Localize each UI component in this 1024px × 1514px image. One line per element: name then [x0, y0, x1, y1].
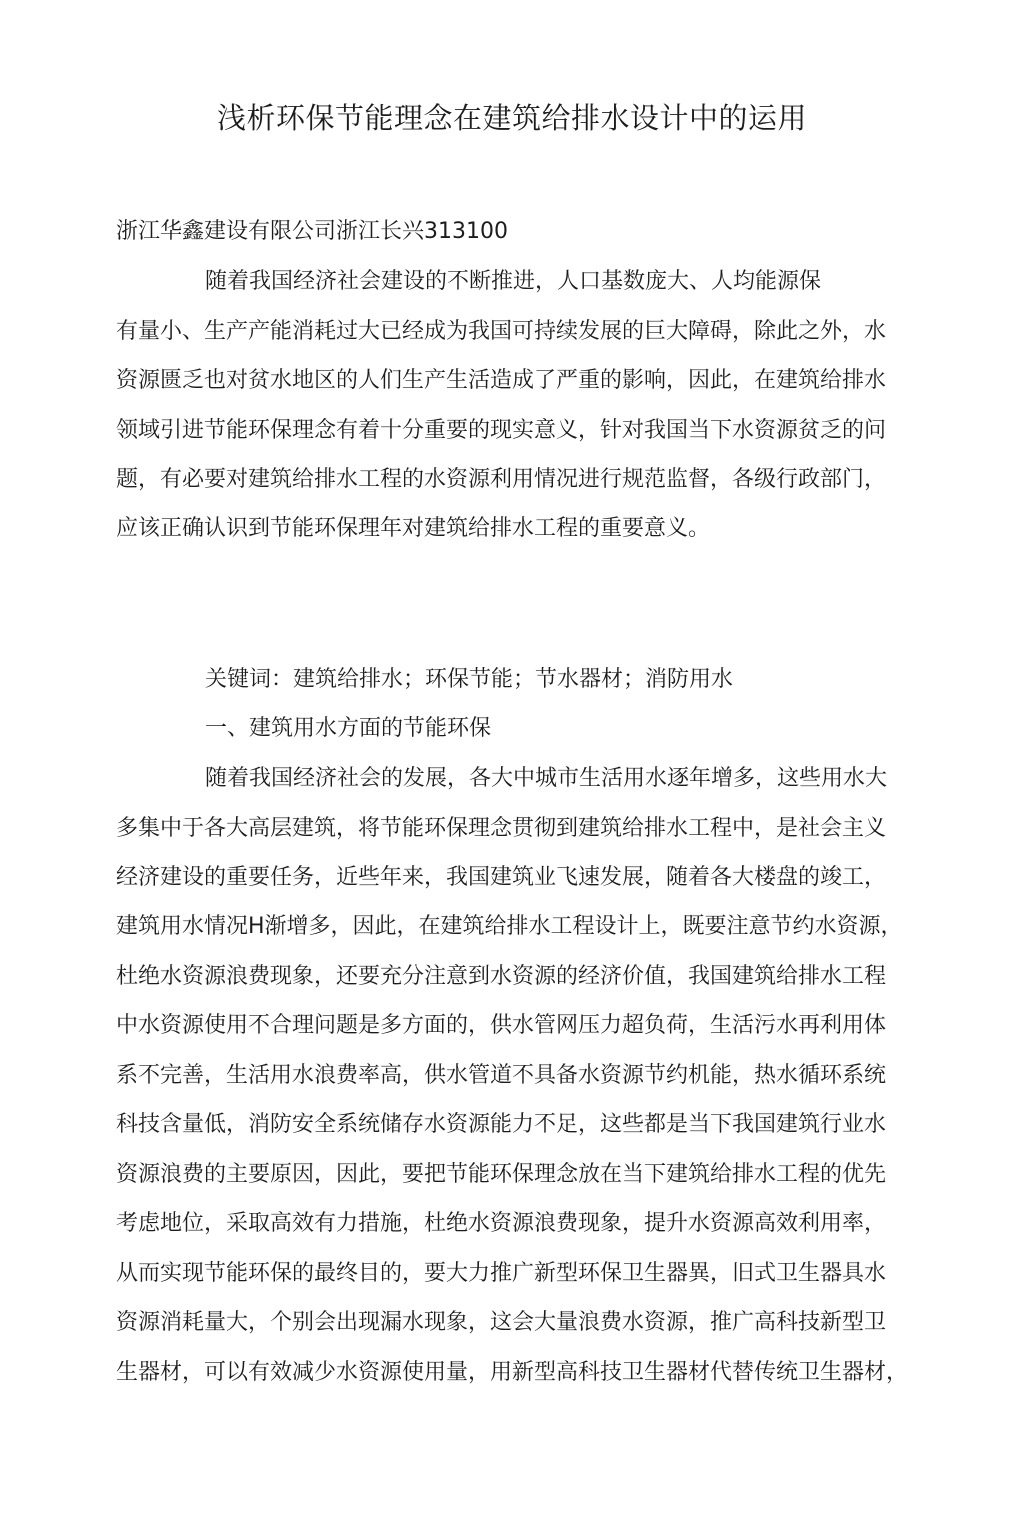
abstract-line: 题，有必要对建筑给排水工程的水资源利用情况进行规范监督，各级行政部门，: [116, 467, 887, 492]
body-line: 科技含量低，消防安全系统储存水资源能力不足，这些都是当下我国建筑行业水: [116, 1112, 887, 1137]
keywords: 关键词：建筑给排水；环保节能；节水器材；消防用水: [205, 667, 734, 692]
abstract-line: 应该正确认识到节能环保理年对建筑给排水工程的重要意义。: [116, 516, 711, 541]
document-title: 浅析环保节能理念在建筑给排水设计中的运用: [216, 101, 807, 135]
body-line: 资源浪费的主要原因，因此，要把节能环保理念放在当下建筑给排水工程的优先: [116, 1162, 887, 1187]
body-line: 系不完善，生活用水浪费率高，供水管道不具备水资源节约机能，热水循环系统: [116, 1063, 887, 1088]
section-heading: 一、建筑用水方面的节能环保: [205, 716, 492, 741]
body-line: 多集中于各大高层建筑，将节能环保理念贯彻到建筑给排水工程中，是社会主义: [116, 816, 887, 841]
body-line: 杜绝水资源浪费现象，还要充分注意到水资源的经济价值，我国建筑给排水工程: [116, 964, 887, 989]
body-line: 随着我国经济社会的发展，各大中城市生活用水逐年增多，这些用水大: [205, 766, 888, 791]
abstract-line: 资源匮乏也对贫水地区的人们生产生活造成了严重的影响，因此，在建筑给排水: [116, 368, 887, 393]
affiliation: 浙江华鑫建设有限公司浙江长兴313100: [116, 219, 508, 244]
body-line: 生器材，可以有效减少水资源使用量，用新型高科技卫生器材代替传统卫生器材，: [116, 1360, 909, 1385]
body-line: 从而实现节能环保的最终目的，要大力推广新型环保卫生器異，旧式卫生器具水: [116, 1261, 887, 1286]
body-line: 资源消耗量大，个别会出现漏水现象，这会大量浪费水资源，推广高科技新型卫: [116, 1310, 887, 1335]
body-line: 建筑用水情况H渐增多，因此，在建筑给排水工程设计上，既要注意节约水资源，: [116, 914, 903, 939]
abstract-line: 领域引进节能环保理念有着十分重要的现实意义，针对我国当下水资源贫乏的问: [116, 418, 887, 443]
body-line: 经济建设的重要任务，近些年来，我国建筑业飞速发展，随着各大楼盘的竣工，: [116, 865, 887, 890]
abstract-line: 有量小、生产产能消耗过大已经成为我国可持续发展的巨大障碍，除此之外，水: [116, 319, 887, 344]
body-line: 中水资源使用不合理问题是多方面的，供水管网压力超负荷，生活污水再利用体: [116, 1013, 887, 1038]
abstract-line: 随着我国经济社会建设的不断推进，人口基数庞大、人均能源保: [205, 269, 822, 294]
body-line: 考虑地位，采取高效有力措施，杜绝水资源浪费现象，提升水资源高效利用率，: [116, 1211, 887, 1236]
